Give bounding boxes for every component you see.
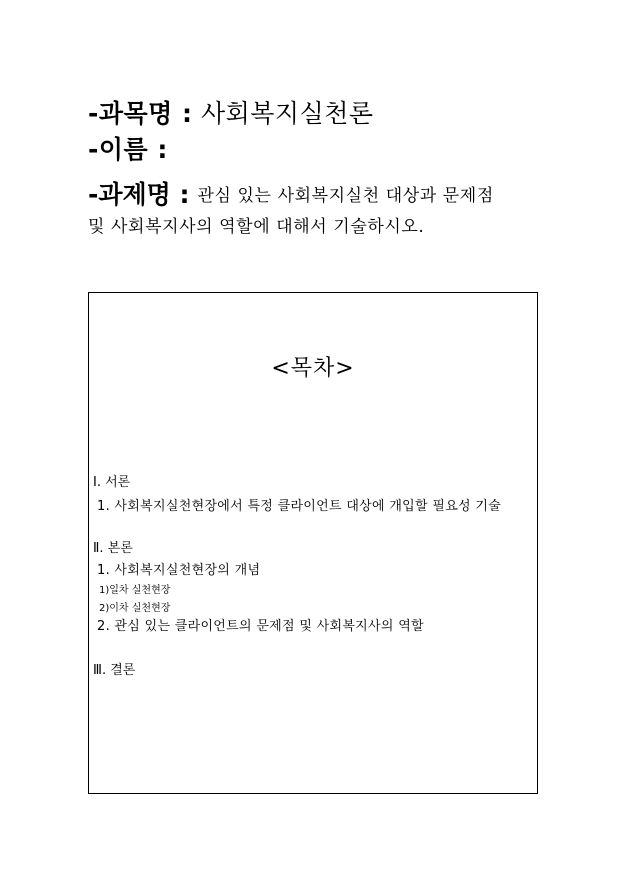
task-block [88,178,548,241]
subject-value: 사회복지실천론 [200,99,374,128]
toc-item-body-2: 2. 관심 있는 클라이언트의 문제점 및 사회복지사의 역할 [97,619,424,634]
toc-item-body-1: 1. 사회복지실천현장의 개념 [97,563,261,578]
toc-subitem-body-1-1: 1)일차 실천현장 [99,585,171,596]
name-label: -이름 : [88,135,168,164]
toc-section-intro: Ⅰ. 서론 [93,475,131,490]
subject-label: -과목명 : [88,99,193,128]
toc-subitem-body-1-2: 2)이차 실천현장 [99,603,171,614]
document-header [88,96,548,168]
toc-item-intro-1: 1. 사회복지실천현장에서 특정 클라이언트 대상에 개입할 필요성 기술 [97,499,502,514]
name-line [88,132,548,168]
task-desc-line2: 및 사회복지사의 역할에 대해서 기술하시오. [88,217,425,237]
toc-section-body: Ⅱ. 본론 [93,541,133,556]
subject-line [88,96,548,132]
task-label: -과제명 : [88,180,190,209]
toc-title: <목차> [271,356,355,381]
task-desc-line1: 관심 있는 사회복지실천 대상과 문제점 [197,186,494,206]
table-of-contents-box [88,292,538,794]
task-line-1 [88,178,548,213]
toc-section-conclusion: Ⅲ. 결론 [93,663,136,678]
